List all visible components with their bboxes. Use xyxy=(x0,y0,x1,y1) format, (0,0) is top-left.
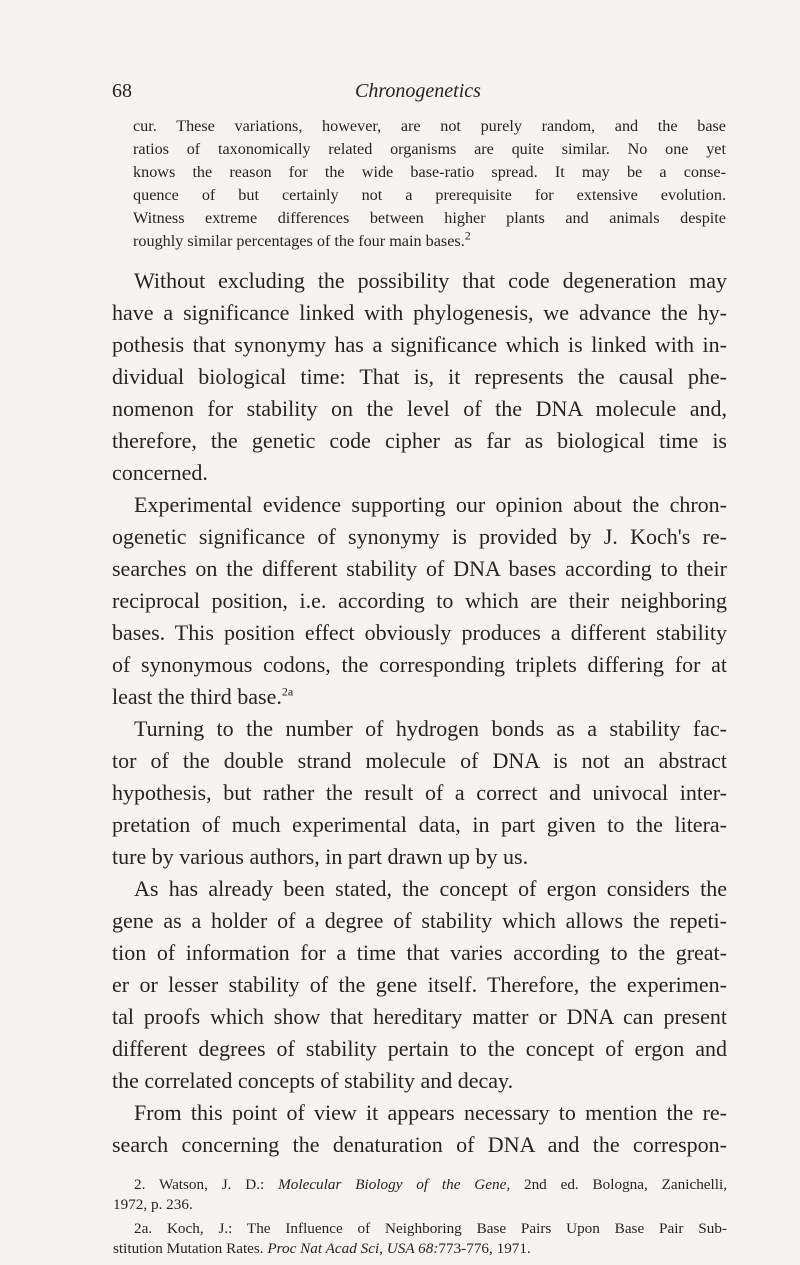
footnote-2-author: 2. Watson, J. D.: xyxy=(134,1176,279,1193)
paragraph-2-line-7 xyxy=(112,682,727,712)
paragraph-1-line-7: concerned. xyxy=(112,460,208,485)
footnote-2a-line-2 xyxy=(113,1239,727,1259)
paragraph-2-line-6: of synonymous codons, the corresponding triplets differing for at xyxy=(112,652,727,677)
paragraph-2-line-4: reciprocal position, i.e. according to which are their neighboring xyxy=(112,588,727,613)
paragraph-2-line-1: Experimental evidence supporting our opinion about the chron- xyxy=(134,492,727,517)
paragraph-4-line-6: different degrees of stability pertain to the concept of ergon and xyxy=(112,1036,727,1061)
paragraph-3-line-1: Turning to the number of hydrogen bonds as a stability fac- xyxy=(134,716,727,741)
paragraph-4-line-7: the correlated concepts of stability and decay. xyxy=(112,1068,514,1093)
footnote-2a-line-1: 2a. Koch, J.: The Influence of Neighboring Base Pairs Upon Base Pair Sub- xyxy=(134,1220,727,1237)
paragraph-4-line-1: As has already been stated, the concept of ergon considers the xyxy=(134,876,727,901)
footnote-2a-pages: 773-776, 1971. xyxy=(438,1240,531,1257)
paragraph-4-line-2: gene as a holder of a degree of stability which allows the repeti- xyxy=(112,908,727,933)
paragraph-5-line-1: From this point of view it appears necessary to mention the re- xyxy=(134,1100,727,1125)
footnote-reference-2: 2 xyxy=(464,228,471,243)
paragraph-3-line-5: ture by various authors, in part drawn up by us. xyxy=(112,844,529,869)
paragraph-2-line-2: ogenetic significance of synonymy is provided by J. Koch's re- xyxy=(112,524,727,549)
paragraph-4-line-4: er or lesser stability of the gene itself. Therefore, the experimen- xyxy=(112,972,727,997)
footnote-2a-journal: Proc Nat Acad Sci, USA 68: xyxy=(267,1240,439,1257)
top-paragraph-line-1: cur. These variations, however, are not purely random, and the base xyxy=(133,117,726,135)
footnote-2a-title-end: stitution Mutation Rates. xyxy=(113,1240,268,1257)
page-number: 68 xyxy=(112,80,132,102)
footnote-2-publisher: 2nd ed. Bologna, Zanichelli, xyxy=(510,1176,727,1193)
top-paragraph-line-5: Witness extreme differences between higher plants and animals despite xyxy=(133,209,726,227)
paragraph-2-line-3: searches on the different stability of DNA bases according to their xyxy=(112,556,727,581)
paragraph-4-line-3: tion of information for a time that varies according to the great- xyxy=(112,940,727,965)
footnote-2-line-1 xyxy=(134,1175,727,1195)
top-paragraph-line-3: knows the reason for the wide base-ratio spread. It may be a conse- xyxy=(133,163,726,181)
paragraph-3-line-3: hypothesis, but rather the result of a correct and univocal inter- xyxy=(112,780,727,805)
paragraph-3-line-2: tor of the double strand molecule of DNA is not an abstract xyxy=(112,748,727,773)
top-paragraph-line-4: quence of but certainly not a prerequisite for extensive evolution. xyxy=(133,186,726,204)
paragraph-1-line-1: Without excluding the possibility that code degeneration may xyxy=(134,268,727,293)
paragraph-2-line-7-text: least the third base. xyxy=(112,684,282,709)
top-paragraph-line-2: ratios of taxonomically related organisms are quite similar. No one yet xyxy=(133,140,726,158)
paragraph-4-line-5: tal proofs which show that hereditary matter or DNA can present xyxy=(112,1004,727,1029)
footnote-2-line-2: 1972, p. 236. xyxy=(113,1196,193,1213)
paragraph-1-line-4: dividual biological time: That is, it represents the causal phe- xyxy=(112,364,727,389)
running-title: Chronogenetics xyxy=(355,80,481,102)
paragraph-1-line-5: nomenon for stability on the level of the DNA molecule and, xyxy=(112,396,727,421)
footnote-reference-2a: 2a xyxy=(281,684,294,699)
paragraph-2-line-5: bases. This position effect obviously produces a different stability xyxy=(112,620,727,645)
top-paragraph-line-6-text: roughly similar percentages of the four main bases. xyxy=(133,232,465,250)
paragraph-1-line-6: therefore, the genetic code cipher as far as biological time is xyxy=(112,428,727,453)
paragraph-5-line-2: search concerning the denaturation of DNA and the correspon- xyxy=(112,1132,727,1157)
paragraph-3-line-4: pretation of much experimental data, in part given to the litera- xyxy=(112,812,727,837)
top-paragraph-line-6 xyxy=(133,230,726,252)
footnote-2-title: Molecular Biology of the Gene, xyxy=(278,1176,511,1193)
paragraph-1-line-2: have a significance linked with phylogenesis, we advance the hy- xyxy=(112,300,727,325)
paragraph-1-line-3: pothesis that synonymy has a significance which is linked with in- xyxy=(112,332,727,357)
